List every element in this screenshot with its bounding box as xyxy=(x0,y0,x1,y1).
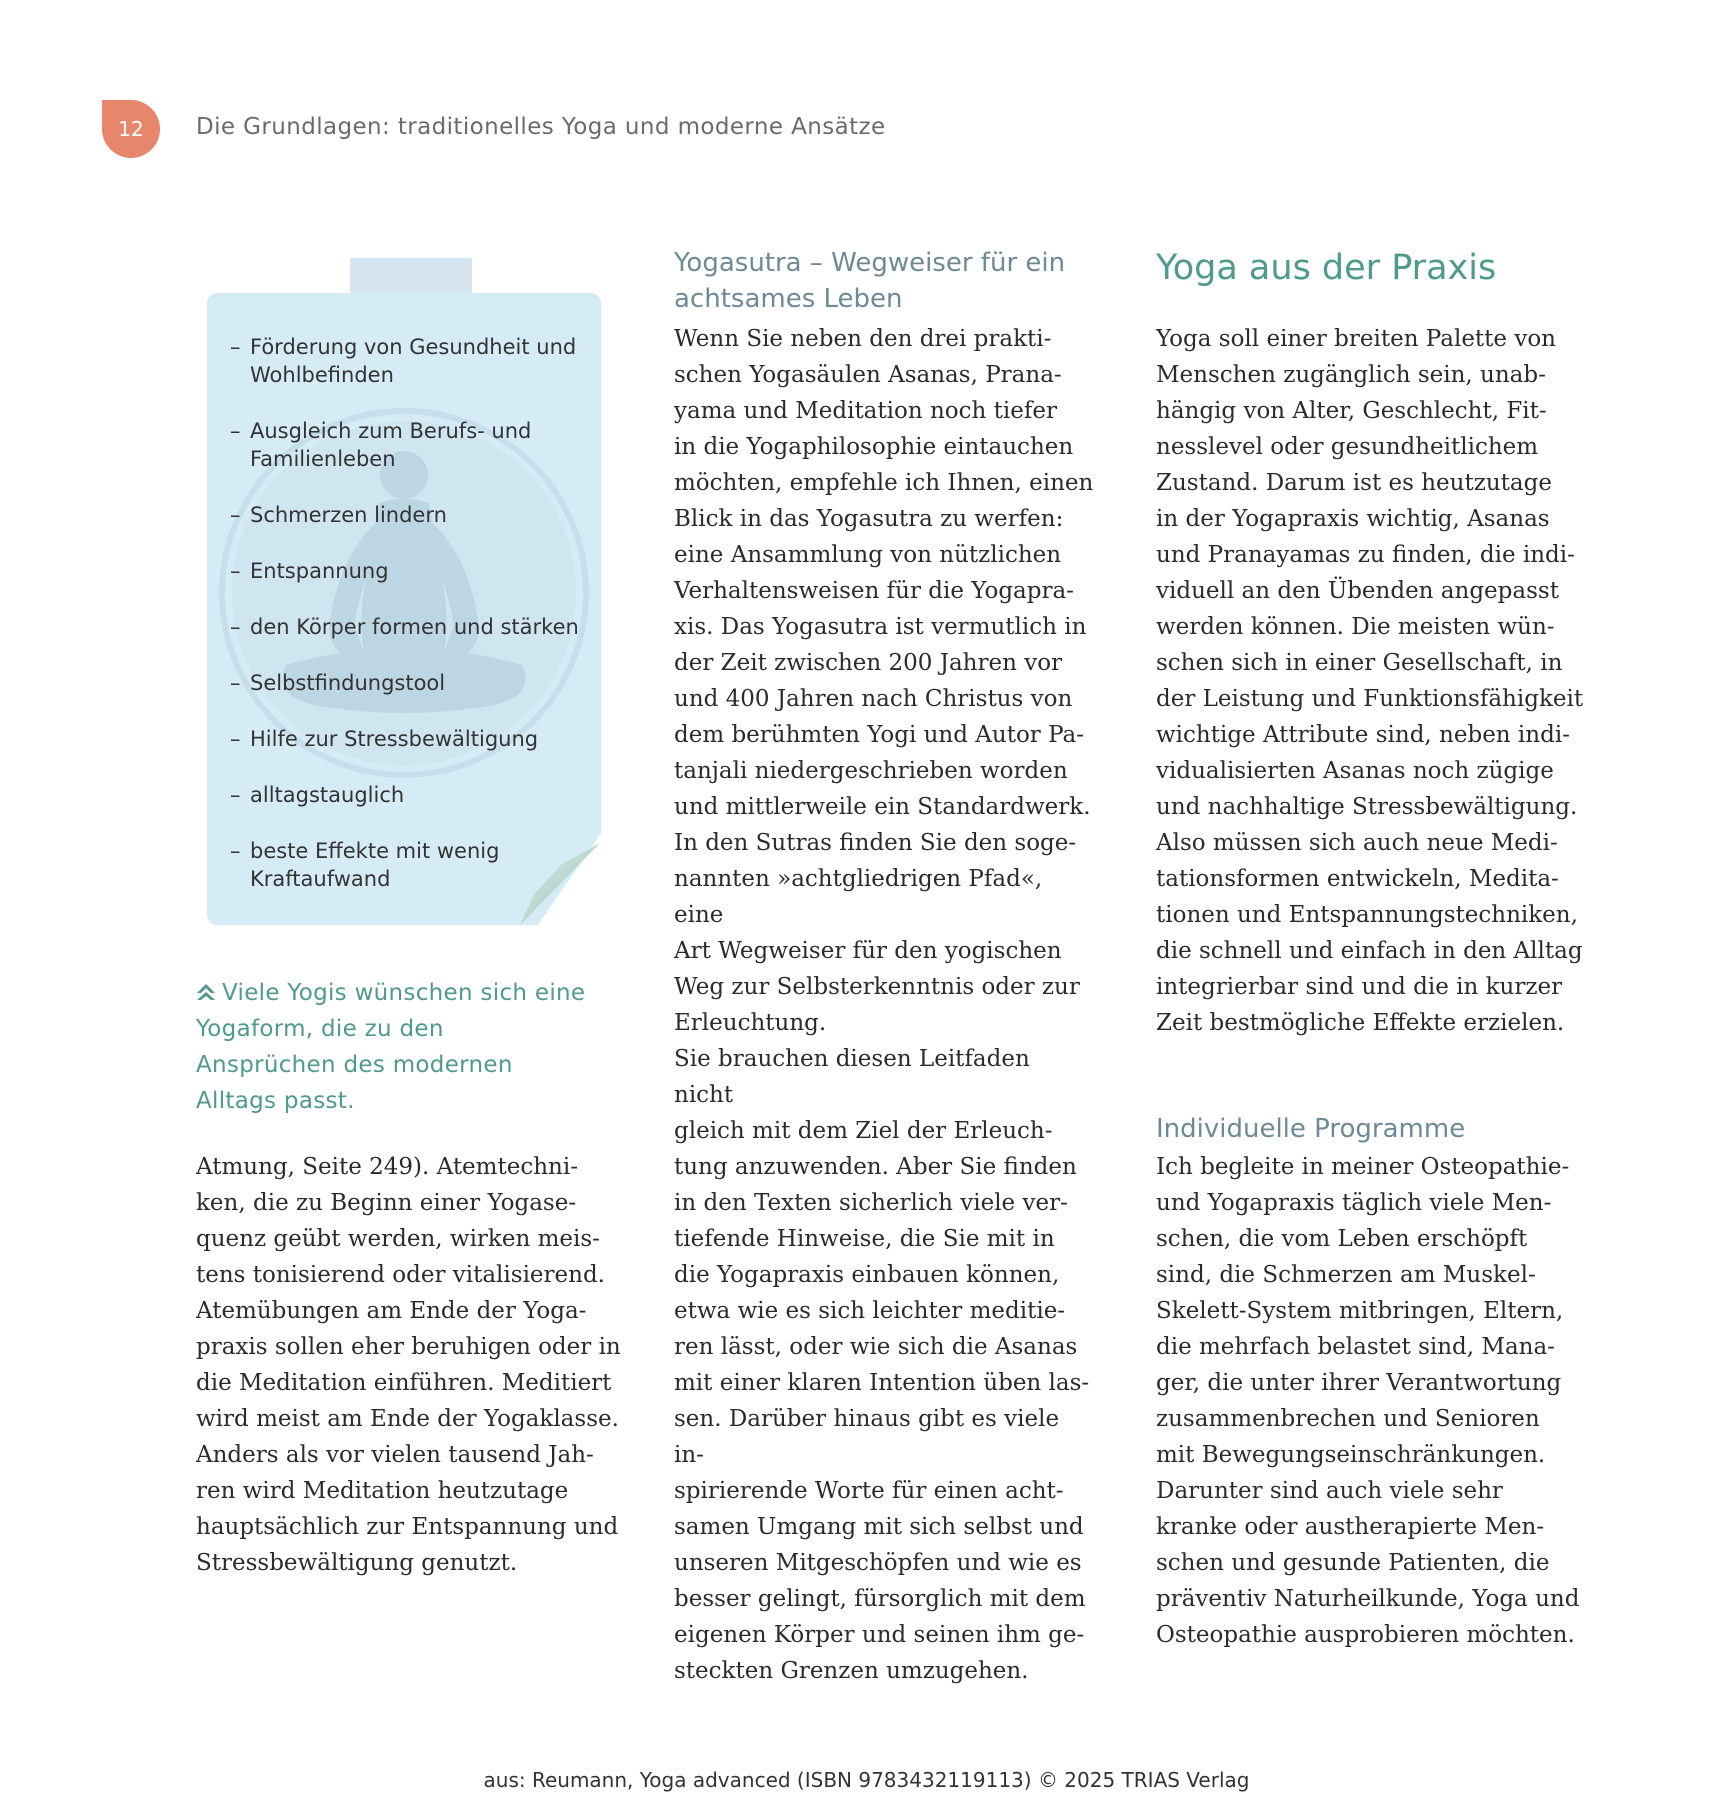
list-item: – beste Effekte mit wenig Kraftaufwand xyxy=(230,839,500,891)
list-item: – Förderung von Gesundheit und Wohlbefinden xyxy=(230,335,577,387)
benefits-list xyxy=(230,333,590,921)
list-item: – Hilfe zur Stressbewältigung xyxy=(230,727,539,751)
col2-paragraph-1: Wenn Sie neben den drei prakti- schen Yogasäulen Asanas, Prana- yama und Meditation noch tiefer in die Yogaphilosophie eintauchen möchten, empfehle ich Ihnen, einen Blick in das Yogasutra zu werfen: eine Ansammlung von nützlichen Verhaltensweisen für die Yogapra- xis. Das Yogasutra ist vermutlich in der Zeit zwischen 200 Jahren vor und 400 Jahren nach Christus von dem berühmten Yogi und Autor Pa- tanjali niedergeschrieben worden und mittlerweile ein Standardwerk. In den Sutras finden Sie den soge- nannten »achtgliedrigen Pfad«, eine Art Wegweiser für den yogischen Weg zur Selbsterkenntnis oder zur Erleuchtung. xyxy=(674,326,1094,1036)
list-item: – alltagstauglich xyxy=(230,783,405,807)
section-heading: Yoga aus der Praxis xyxy=(1156,248,1497,288)
copyright-footer: aus: Reumann, Yoga advanced (ISBN 9783432119113) © 2025 TRIAS Verlag xyxy=(483,1768,1250,1792)
col2-paragraph-2: Sie brauchen diesen Leitfaden nicht gleich mit dem Ziel der Erleuch- tung anzuwenden. Aber Sie finden in den Texten sicherlich viele ver- tiefende Hinweise, die Sie mit in die Yogapraxis einbauen können, etwa wie es sich leichter meditie- ren lässt, oder wie sich die Asanas mit einer klaren Intention üben las- sen. Darüber hinaus gibt es viele in- spirierende Worte für einen acht- samen Umgang mit sich selbst und unseren Mitgeschöpfen und wie es besser gelingt, fürsorglich mit dem eigenen Körper und seinen ihm ge- steckten Grenzen umzugehen. xyxy=(674,1046,1090,1684)
col3-paragraph-2: Ich begleite in meiner Osteopathie- und Yogapraxis täglich viele Men- schen, die vom Leben erschöpft sind, die Schmerzen am Muskel- Skelett-System mitbringen, Eltern, die mehrfach belastet sind, Mana- ger, die unter ihrer Verantwortung zusammenbrechen und Senioren mit Bewegungseinschränkungen. Darunter sind auch viele sehr kranke oder austherapierte Men- schen und gesunde Patienten, die präventiv Naturheilkunde, Yoga und Osteopathie ausprobieren möchten. xyxy=(1156,1154,1580,1648)
figure-caption xyxy=(196,975,586,1119)
list-item: – Ausgleich zum Berufs- und Familienleben xyxy=(230,419,532,471)
list-item: – Entspannung xyxy=(230,559,389,583)
individual-programs-heading: Individuelle Programme xyxy=(1156,1114,1466,1144)
running-head: Die Grundlagen: traditionelles Yoga und moderne Ansätze xyxy=(196,114,886,140)
list-item: – Selbstfindungstool xyxy=(230,671,446,695)
list-item: – Schmerzen lindern xyxy=(230,503,447,527)
col1-paragraph: Atmung, Seite 249). Atemtechni- ken, die zu Beginn einer Yogase- quenz geübt werden, wirken meis- tens tonisierend oder vitalisierend. Atemübungen am Ende der Yoga- praxis sollen eher beruhigen oder in die Meditation einführen. Meditiert wird meist am Ende der Yogaklasse. Anders als vor vielen tausend Jah- ren wird Meditation heutzutage hauptsächlich zur Entspannung und Stressbewältigung genutzt. xyxy=(196,1154,621,1576)
list-item: – den Körper formen und stärken xyxy=(230,615,579,639)
caption-text: Viele Yogis wünschen sich eine Yogaform, die zu den Ansprüchen des modernen Alltags passt. xyxy=(196,980,586,1114)
arrow-up-icon xyxy=(196,983,216,1001)
yogasutra-heading: Yogasutra – Wegweiser für ein achtsames Leben xyxy=(674,248,1066,314)
page-number-badge: 12 xyxy=(102,100,160,158)
col3-paragraph-1: Yoga soll einer breiten Palette von Menschen zugänglich sein, unab- hängig von Alter, Geschlecht, Fit- nesslevel oder gesundheitlichem Zustand. Darum ist es heutzutage in der Yogapraxis wichtig, Asanas und Pranayamas zu finden, die indi- viduell an den Übenden angepasst werden können. Die meisten wün- schen sich in einer Gesellschaft, in der Leistung und Funktionsfähigkeit wichtige Attribute sind, neben indi- vidualisierten Asanas noch zügige und nachhaltige Stressbewältigung. Also müssen sich auch neue Medi- tationsformen entwickeln, Medita- tionen und Entspannungstechniken, die schnell und einfach in den Alltag integrierbar sind und die in kurzer Zeit bestmögliche Effekte erzielen. xyxy=(1156,326,1584,1036)
